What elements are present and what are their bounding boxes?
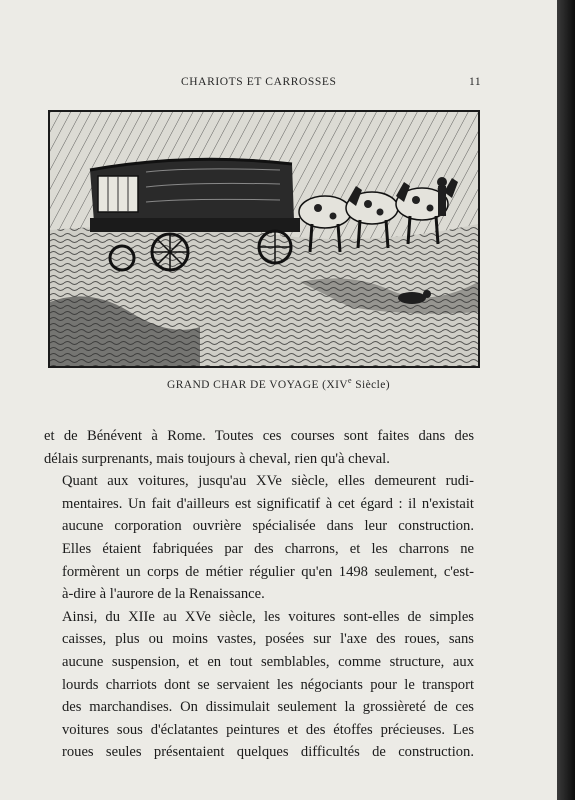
text-line: et de Bénévent à Rome. Toutes ces courses sont faites dans des [44,428,474,444]
text-line: Ainsi, du XIIe au XVe siècle, les voitures sont-elles de simples [62,608,474,625]
engraving-illustration [48,110,480,368]
book-spine-shadow [557,0,575,800]
text-line: Elles étaient fabriquées par des charrons, et les charrons ne [62,540,474,557]
paragraph [44,606,474,764]
paragraph [44,470,474,606]
text-line: des marchandises. On dissimulait seulement la grossièreté de ces [62,699,474,716]
text-line: à-dire à l'aurore de la Renaissance. [62,586,265,603]
text-line: lourds charriots dont se servaient les négociants pour le transport [62,676,474,693]
text-line: caisses, plus ou moins vastes, posées sur l'axe des roues, sans [62,631,474,648]
page-number: 11 [469,76,482,88]
text-line: aucune corporation ouvrière spécialisée dans leur construction. [62,518,474,535]
running-title: CHARIOTS ET CARROSSES [181,76,337,88]
wagon-engraving [50,112,478,366]
paragraph [44,425,474,470]
text-line: formèrent un corps de métier régulier qu'en 1498 seulement, c'est- [62,563,474,580]
text-line: Quant aux voitures, jusqu'au XVe siècle, elles demeurent rudi- [62,473,474,490]
running-header [0,76,557,92]
text-line: roues seules présentaient quelques difficultés de construction. [62,744,474,761]
text-line: voitures sous d'éclatantes peintures et des étoffes précieuses. Les [62,721,474,738]
text-line: délais surprenants, mais toujours à cheval, rien qu'à cheval. [44,450,390,467]
body-text [44,425,474,764]
figure-caption: GRAND CHAR DE VOYAGE (XIVe Siècle) [167,376,390,391]
text-line: aucune suspension, et en tout semblables, comme structure, aux [62,653,474,670]
text-line: mentaires. Un fait d'ailleurs est significatif à cet égard : il n'existait [62,495,474,512]
